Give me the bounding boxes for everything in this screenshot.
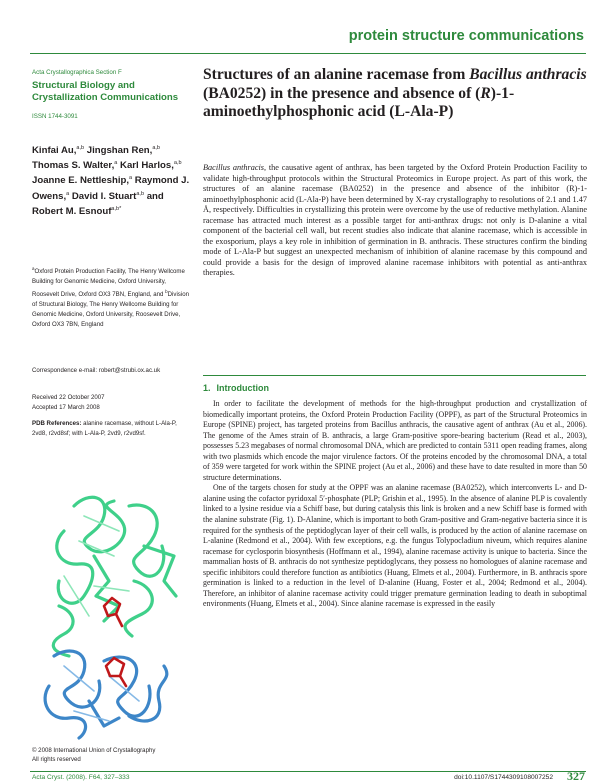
author-affil-mark: a: [129, 175, 133, 182]
blue-domain: [45, 651, 167, 738]
author: Karl Harlos,: [120, 160, 174, 172]
section-title: Introduction: [216, 383, 270, 393]
introduction-body: [203, 399, 587, 610]
author: Jingshan Ren,: [86, 145, 153, 157]
author-affil-mark: a,b: [152, 145, 160, 151]
green-domain-light: [64, 516, 129, 616]
protein-structure-figure: [34, 486, 184, 741]
green-domain: [53, 497, 176, 656]
correspondence-email[interactable]: Correspondence e-mail: robert@strubi.ox.ac.uk: [32, 367, 161, 374]
author: David I. Stuart: [71, 190, 137, 202]
footer-citation: Acta Cryst. (2008). F64, 327–333: [32, 774, 130, 781]
corresponding-mark: *: [119, 205, 122, 212]
page-number: 327: [567, 769, 585, 781]
journal-name: Structural Biology and Crystallization Communications: [32, 80, 179, 103]
author-affil-mark: a: [114, 160, 118, 167]
title-part3: )-1-aminoethylphosphonic acid (L-Ala-P): [203, 84, 515, 120]
author: Joanne E. Nettleship,: [32, 175, 130, 187]
title-r: R: [480, 84, 491, 102]
author-affil-mark: a,b: [173, 160, 182, 167]
body-paragraph: In order to facilitate the development of methods for the high-throughput production and crystallization of biomedically important proteins, the Oxford Protein Production Facility (OPPF), as part of the Structural Proteomics in Europe (SPINE) project, has targeted proteins from Bacillus anthracis, the causative agent of anthrax (Au et al., 2006). The genome of the Ames strain of B. anthracis, a large Gram-positive spore-bearing bacterium (Read et al., 2003), possesses 5.23 megabases of normal chromosomal DNA, which are predicted to contain 5311 open reading frames, along with two plasmids which encode the major virulence factors. Of the proteins encoded by the chromosomal DNA, a total of 359 were targeted for work within the SPINE project (Au et al., 2006) and these have to date resulted in more than 50 structure determinations.: [203, 399, 587, 482]
dates-block: [32, 393, 192, 413]
journal-block: [32, 69, 192, 120]
copyright-line2: All rights reserved: [32, 756, 81, 763]
footer-doi[interactable]: doi:10.1107/S1744309108007252: [454, 774, 553, 781]
section-number: 1.: [203, 383, 211, 393]
author-list: [32, 142, 192, 218]
bottom-rule: [30, 771, 586, 772]
title-species: Bacillus anthracis: [469, 66, 587, 83]
pdb-text: alanine racemase, without L-Ala-P, 2vd8, r2vd8sf; with L-Ala-P, 2vd9, r2vd9sf.: [32, 420, 177, 437]
pdb-label: PDB References:: [32, 420, 82, 427]
section-heading: [203, 383, 269, 393]
abstract-rule: [203, 375, 586, 376]
author-affil-mark: a,b: [76, 145, 85, 151]
top-rule: [30, 53, 586, 54]
affil-mark-b: b: [165, 288, 168, 294]
affil-a-text: Oxford Protein Production Facility, The Henry Wellcome Building for Genomic Medicine, Oxford University, Roosevelt Drive, Oxford OX3 7BN, England, and: [32, 268, 185, 298]
author: Raymond J. Owens,: [32, 175, 190, 202]
journal-section-line: Acta Crystallographica Section F: [32, 69, 122, 76]
author: Thomas S. Walter,: [32, 160, 115, 172]
abstract-species: Bacillus anthracis: [203, 163, 264, 172]
author-affil-mark: a: [66, 190, 70, 197]
pdb-references: [32, 419, 192, 439]
author: Kinfai Au,: [32, 145, 77, 157]
author-affil-mark: a,b: [136, 190, 145, 197]
received-date: Received 22 October 2007: [32, 394, 105, 401]
title-part2: (BA0252) in the presence and absence of (: [203, 84, 481, 102]
abstract-paragraph: [203, 163, 587, 279]
copyright-line1: © 2008 International Union of Crystallography: [32, 747, 156, 754]
paper-title: [203, 66, 588, 122]
issn: ISSN 1744-3091: [32, 113, 78, 120]
accepted-date: Accepted 17 March 2008: [32, 404, 100, 411]
section-header: protein structure communications: [348, 28, 584, 44]
body-paragraph: One of the targets chosen for study at the OPPF was an alanine racemase (BA0252), which interconverts L- and D-alanine using the cofactor pyridoxal 5′-phosphate (PLP; Grishin et al., 1995). In the absence of alanine PLP is covalently linked to a lysine residue via a Schiff base, but during catalysis this link is broken and a new Schiff base is formed with the alanine substrate (Fig. 1). D-Alanine, which is important to both Gram-positive and Gram-negative bacteria since it is required for the synthesis of the peptidoglycan layer of their cell walls, is produced by the action of alanine racemase on L-alanine (Redmond et al., 2004). With few exceptions, e.g. the fungus Tolypocladium niveum, which requires alanine racemase for cyclosporin biosynthesis (Hoffmann et al., 1994), alanine racemase activity is unique to bacteria. Since the mammalian hosts of B. anthracis do not synthesize peptidoglycans, they possess no homologues of alanine racemase and specific inhibitors could therefore function as antibiotics (Huang, Elmets et al., 2004). Furthermore, in B. anthracis spore germination is linked to a reduction in the level of D-alanine (Huang, Foster et al., 2004; Redmond et al., 2004). Therefore, an inhibitor of alanine racemase activity could trigger premature germination leading to death in suboptimal environments (Huang, Elmets et al., 2004). Since alanine racemase is expressed in the easily: [203, 483, 587, 609]
copyright: [32, 746, 202, 764]
affiliations: [32, 264, 192, 330]
abstract-text: , the causative agent of anthrax, has been targeted by the Oxford Protein Production Facility to validate high-throughput protocols within the Structural Proteomics in Europe project. As part of this work, the structures of an alanine racemase (BA0252) in the presence and absence of the inhibitor (R)-1-aminoethylphosphonic acid (L-Ala-P) have been determined by X-ray crystallography to resolutions of 2.1 and 1.47 Å, respectively. Difficulties in crystallizing this protein were overcome by the use of reductive methylation. Alanine racemase has attracted much interest as a possible target for anti-anthrax drugs: not only is D-alanine a vital component of the bacterial cell wall, but recent studies also indicate that alanine racemase, which is accessible in the exosporium, plays a key role in inhibition of germination in B. anthracis. These structures confirm the binding mode of L-Ala-P but suggest an unexpected mechanism of inhibition of alanine racemase by this compound and could provide a basis for the design of improved alanine racemase inhibitors with potential as anti-anthrax therapies.: [203, 163, 587, 278]
abstract: [203, 163, 587, 279]
title-part1: Structures of an alanine racemase from: [203, 66, 466, 83]
affil-mark-a: a: [32, 266, 35, 271]
author: and Robert M. Esnouf: [32, 190, 164, 217]
author-affil-mark: a,b: [111, 205, 120, 212]
affil-b-text: Division of Structural Biology, The Henry Wellcome Building for Genomic Medicine, Oxford University, Roosevelt Drive, Oxford OX3 7BN, England: [32, 290, 189, 328]
